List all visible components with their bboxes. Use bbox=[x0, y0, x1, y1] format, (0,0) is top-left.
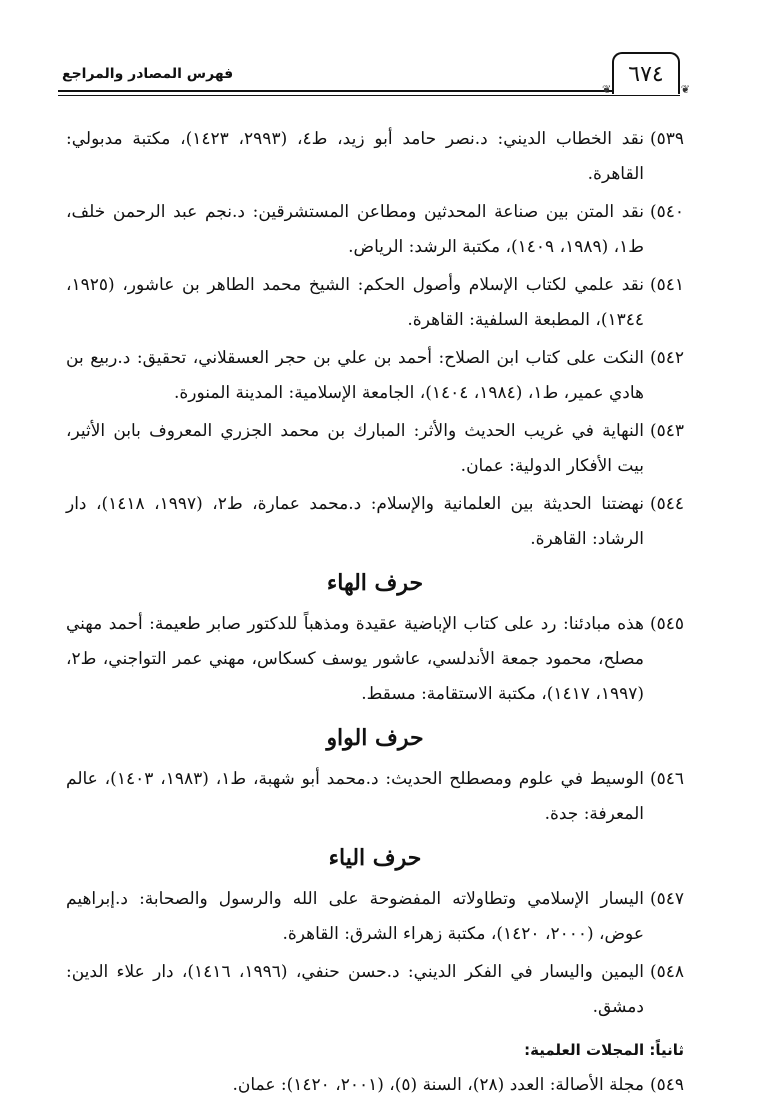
bib-entry bbox=[66, 607, 684, 712]
entry-text: مجلة الأصالة: العدد (٢٨)، السنة (٥)، (٢٠٠١، ١٤٢٠): عمان. bbox=[232, 1075, 644, 1095]
page-header bbox=[58, 52, 690, 98]
page-number-box bbox=[602, 52, 690, 96]
entry-number: ٥٤٣) bbox=[649, 421, 684, 441]
entry-number: ٥٤٠) bbox=[649, 202, 684, 222]
ornament-icon: ❦ bbox=[680, 83, 690, 96]
entry-text: اليسار الإسلامي وتطاولاته المفضوحة على الله والرسول والصحابة: د.إبراهيم عوض، (٢٠٠٠، ١٤٢٠)، مكتبة زهراء الشرق: القاهرة. bbox=[66, 889, 644, 944]
page-number: ٦٧٤ bbox=[628, 61, 664, 87]
bib-entry bbox=[66, 955, 684, 1025]
entry-number: ٥٤٢) bbox=[649, 348, 684, 368]
section-heading-ya: حرف الياء bbox=[328, 845, 422, 871]
header-rule-thin bbox=[58, 95, 680, 96]
entry-number: ٥٤٥) bbox=[649, 614, 684, 634]
bib-entry bbox=[66, 762, 684, 832]
entry-text: نقد المتن بين صناعة المحدثين ومطاعن المستشرقين: د.نجم عبد الرحمن خلف، ط١، (١٩٨٩، ١٤٠٩)، مكتبة الرشد: الرياض. bbox=[66, 202, 644, 257]
entry-number: ٥٤٩) bbox=[649, 1075, 684, 1095]
header-rule-thick bbox=[58, 90, 680, 92]
journals-subheading: ثانياً: المجلات العلمية: bbox=[524, 1041, 684, 1059]
entry-number: ٥٤٨) bbox=[649, 962, 684, 982]
entry-number: ٥٤٧) bbox=[649, 889, 684, 909]
entry-text: نقد علمي لكتاب الإسلام وأصول الحكم: الشيخ محمد الطاهر بن عاشور، (١٩٢٥، ١٣٤٤)، المطبعة السلفية: القاهرة. bbox=[66, 275, 644, 330]
entry-text: النكت على كتاب ابن الصلاح: أحمد بن علي بن حجر العسقلاني، تحقيق: د.ربيع بن هادي عمير، ط١، (١٩٨٤، ١٤٠٤)، الجامعة الإسلامية: المدينة المنورة. bbox=[66, 348, 644, 403]
entry-text: هذه مبادئنا: رد على كتاب الإباضية عقيدة ومذهباً للدكتور صابر طعيمة: أحمد مهني مصلح، محمود جمعة الأندلسي، عاشور يوسف كسكاس، مهني عمر التواجني، ط٢، (١٩٩٧، ١٤١٧)، مكتبة الاستقامة: مسقط. bbox=[66, 614, 644, 704]
bib-entry bbox=[66, 195, 684, 265]
section-heading-waw: حرف الواو bbox=[326, 725, 424, 751]
entry-text: اليمين واليسار في الفكر الديني: د.حسن حنفي، (١٩٩٦، ١٤١٦)، دار علاء الدين: دمشق. bbox=[66, 962, 645, 1017]
entry-text: الوسيط في علوم ومصطلح الحديث: د.محمد أبو شهبة، ط١، (١٩٨٣، ١٤٠٣)، عالم المعرفة: جدة. bbox=[66, 769, 645, 824]
bib-entry bbox=[66, 487, 684, 557]
bib-entry bbox=[66, 882, 684, 952]
entry-text: النهاية في غريب الحديث والأثر: المبارك بن محمد الجزري المعروف بابن الأثير، بيت الأفكار الدولية: عمان. bbox=[66, 421, 644, 476]
bib-entry bbox=[66, 122, 684, 192]
bib-entry bbox=[66, 1068, 684, 1103]
entry-text: نقد الخطاب الديني: د.نصر حامد أبو زيد، ط٤، (٢٩٩٣، ١٤٢٣)، مكتبة مدبولي: القاهرة. bbox=[66, 129, 644, 184]
bibliography-list bbox=[66, 122, 684, 1106]
bib-entry bbox=[66, 341, 684, 411]
entry-number: ٥٣٩) bbox=[649, 129, 684, 149]
ornament-icon: ❦ bbox=[602, 83, 612, 96]
section-heading-ha: حرف الهاء bbox=[326, 570, 424, 596]
entry-number: ٥٤١) bbox=[649, 275, 684, 295]
entry-number: ٥٤٦) bbox=[649, 769, 684, 789]
running-title: فهرس المصادر والمراجع bbox=[62, 66, 234, 82]
bib-entry bbox=[66, 414, 684, 484]
entry-text: نهضتنا الحديثة بين العلمانية والإسلام: د.محمد عمارة، ط٢، (١٩٩٧، ١٤١٨)، دار الرشاد: القاهرة. bbox=[66, 494, 645, 549]
bib-entry bbox=[66, 268, 684, 338]
entry-number: ٥٤٤) bbox=[649, 494, 684, 514]
